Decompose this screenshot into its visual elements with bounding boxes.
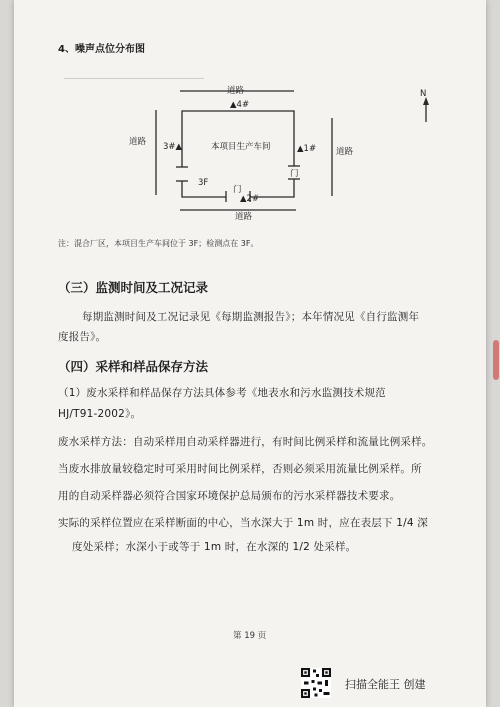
road-label-right: 道路 bbox=[336, 147, 354, 157]
noise-point-2: ▲2# bbox=[240, 194, 260, 204]
road-label-left: 道路 bbox=[129, 137, 147, 147]
paragraph-line: HJ/T91-2002》。 bbox=[58, 408, 142, 420]
paragraph-line: 用的自动采样器必须符合国家环境保护总局颁布的污水采样器技术要求。 bbox=[58, 490, 401, 502]
workshop-label: 本项目生产车间 bbox=[211, 142, 271, 152]
paragraph-line: 废水采样方法：自动采样用自动采样器进行，有时间比例采样和流量比例采样。 bbox=[58, 436, 433, 448]
red-ink-mark bbox=[493, 340, 499, 380]
diagram-note: 注：混合厂区，本项目生产车间位于 3F；检测点在 3F。 bbox=[58, 239, 259, 248]
paragraph-line: 度处采样；水深小于或等于 1m 时，在水深的 1/2 处采样。 bbox=[72, 541, 357, 553]
paragraph-line: 当废水排放量较稳定时可采用时间比例采样，否则必须采用流量比例采样。所 bbox=[58, 463, 422, 475]
north-label: N bbox=[420, 89, 427, 99]
road-label-top: 道路 bbox=[227, 86, 245, 96]
scanner-watermark: 扫描全能王 创建 bbox=[345, 678, 426, 691]
floor-label: 3F bbox=[198, 178, 209, 188]
section-title-noise-map: 4、噪声点位分布图 bbox=[58, 44, 145, 55]
door-right-label: 门 bbox=[290, 169, 299, 179]
noise-point-1: ▲1# bbox=[297, 144, 317, 154]
noise-point-diagram bbox=[14, 80, 486, 250]
paragraph-line: 度报告》。 bbox=[58, 331, 107, 343]
page-number: 第 19 页 bbox=[233, 631, 267, 641]
door-bottom-label: 门 bbox=[233, 185, 242, 195]
paragraph-line: （1）废水采样和样品保存方法具体参考《地表水和污水监测技术规范 bbox=[58, 387, 386, 399]
building-wall-top bbox=[182, 111, 294, 167]
noise-point-4: ▲4# bbox=[230, 100, 250, 110]
section-title-sampling: （四）采样和样品保存方法 bbox=[58, 359, 209, 374]
scan-artifact-line bbox=[64, 78, 204, 79]
document-page bbox=[14, 0, 486, 707]
section-title-monitoring-time: （三）监测时间及工况记录 bbox=[58, 280, 209, 295]
paragraph-line: 实际的采样位置应在采样断面的中心，当水深大于 1m 时，应在表层下 1/4 深 bbox=[58, 517, 428, 529]
noise-point-3: 3#▲ bbox=[163, 142, 183, 152]
qr-code-icon bbox=[301, 668, 331, 698]
road-label-bottom: 道路 bbox=[235, 212, 253, 222]
paragraph-line: 每期监测时间及工况记录见《每期监测报告》；本年情况见《自行监测年 bbox=[82, 311, 420, 323]
